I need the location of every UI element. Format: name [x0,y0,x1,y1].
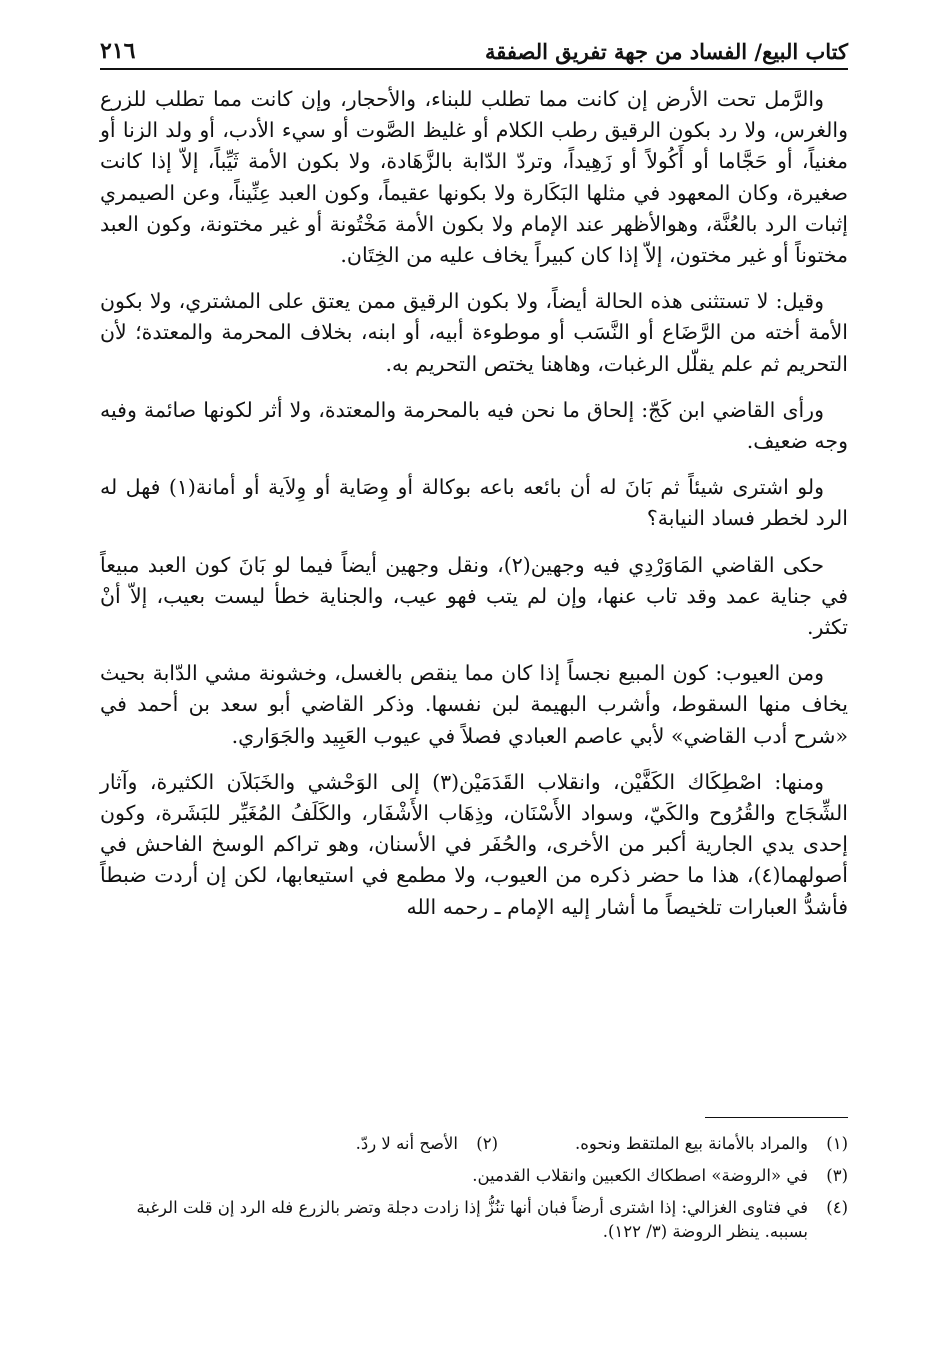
footnote-number: (١) [826,1134,848,1153]
footnotes [100,1132,848,1252]
main-text [100,84,848,938]
footnote-rule [705,1117,848,1118]
footnote-text: في فتاوى الغزالي: إذا اشترى أرضاً فبان أنها تنُزُّ إذا زادت دجلة وتضر بالزرع فله الرد إن قلت الرغبة بسببه. ينظر الروضة (٣/ ١٢٢). [136,1198,808,1241]
paragraph: وقيل: لا تستثنى هذه الحالة أيضاً، ولا بكون الرقيق ممن يعتق على المشتري، ولا بكون الأمة أخته من الرَّضَاع أو النَّسَب أو موطوءة أبيه، أو ابنه، بخلاف المحرمة والمعتدة؛ لأن التحريم ثم علم يقلّل الرغبات، وهاهنا يختص التحريم به. [100,289,848,376]
footnote-number: (٣) [826,1166,848,1185]
footnote-row-4 [100,1196,848,1244]
paragraph: ومن العيوب: كون المبيع نجساً إذا كان مما ينقص بالغسل، وخشونة مشي الدّابة بحيث يخاف منها السقوط، وأشرب البهيمة لبن نفسها. وذكر القاضي أبو سعد بن أحمد في «شرح أدب القاضي» لأبي عاصم العبادي فصلاً في عيوب العَبِيد والجَوَاري. [100,661,848,748]
paragraph: والرَّمل تحت الأرض إن كانت مما تطلب للبناء، والأحجار، وإن كانت مما تطلب للزرع والغرس، ولا رد بكون الرقيق رطب الكلام أو غليظ الصَّوت أو سيء الأدب، أو ولد الزنا أو مغنياً، أو حَجَّاما أو أَكُولاً أو زَهِيداً، وتردّ الدّابة بالزَّهَادة، ولا بكون الأمة ثَيِّباً، إلاّ إذا كانت صغيرة، وكان المعهود في مثلها البَكَارة ولا بكونها عقيماً، وكون العبد عِنِّيناً، وعن الصيمري إثبات الرد بالعُنَّة، وهوالأظهر عند الإمام ولا بكون الأمة مَخْتُونة أو غير مختونة، وكون العبد مختوناً أو غير مختون، إلاّ إذا كان كبيراً يخاف عليه من الخِتَان. [100,87,848,268]
paragraph: ورأى القاضي ابن كَجّ: إلحاق ما نحن فيه بالمحرمة والمعتدة، ولا أثر لكونها صائمة وفيه وجه ضعيف. [100,397,848,454]
page-number: ٢١٦ [100,38,136,64]
footnote-number: (٤) [826,1198,848,1217]
footnote-text: في «الروضة» اصطكاك الكعبين وانقلاب القدمين. [472,1166,808,1185]
footnote-text: والمراد بالأمانة بيع الملتقط ونحوه. [574,1134,808,1153]
header-title: كتاب البيع/ الفساد من جهة تفريق الصفقة [485,39,848,64]
paragraph: ومنها: اصْطِكَاك الكَفَّيْن، وانقلاب القَدَمَيْن(٣) إلى الوَحْشي والخَبَلاَن الكثيرة، وآثار الشِّجَاج والقُرُوح والكَيّ، وسواد الأَسْنَان، وذِهَاب الأَشْفَار، والكَلَفُ المُغَيِّر للبَشَرة، وكون إحدى يدي الجارية أكبر من الأخرى، والحُفَر في الأسنان، وهو تراكم الوسخ الفاحش في أصولهما(٤)، هذا ما حضر ذكره من العيوب، ولا مطمع في استيعابها، لكن إن أردت ضبطاً فأشدُّ العبارات تلخيصاً ما أشار إليه الإمام ـ رحمه الله [100,769,848,919]
footnote-number: (٢) [476,1134,498,1153]
running-header [100,30,848,64]
header-rule [100,68,848,70]
footnote-row-1-2 [100,1132,848,1156]
paragraph: ولو اشترى شيئاً ثم بَانَ له أن بائعه باعه بوكالة أو وِصَاية أو وِلاَية أو أمانة(١) فهل له الرد لخطر فساد النيابة؟ [100,475,848,531]
footnote-text: الأصح أنه لا ردّ. [355,1134,458,1153]
paragraph: حكى القاضي المَاوَرْدِي فيه وجهين(٢)، ونقل وجهين أيضاً فيما لو بَانَ كون العبد مبيعاً في جناية عمد وقد تاب عنها، وإن لم يتب فهو عيب، والجناية خطأ ليست بعيب، إلاّ أنْ تكثر. [100,552,848,640]
footnote-row-3 [100,1164,848,1188]
